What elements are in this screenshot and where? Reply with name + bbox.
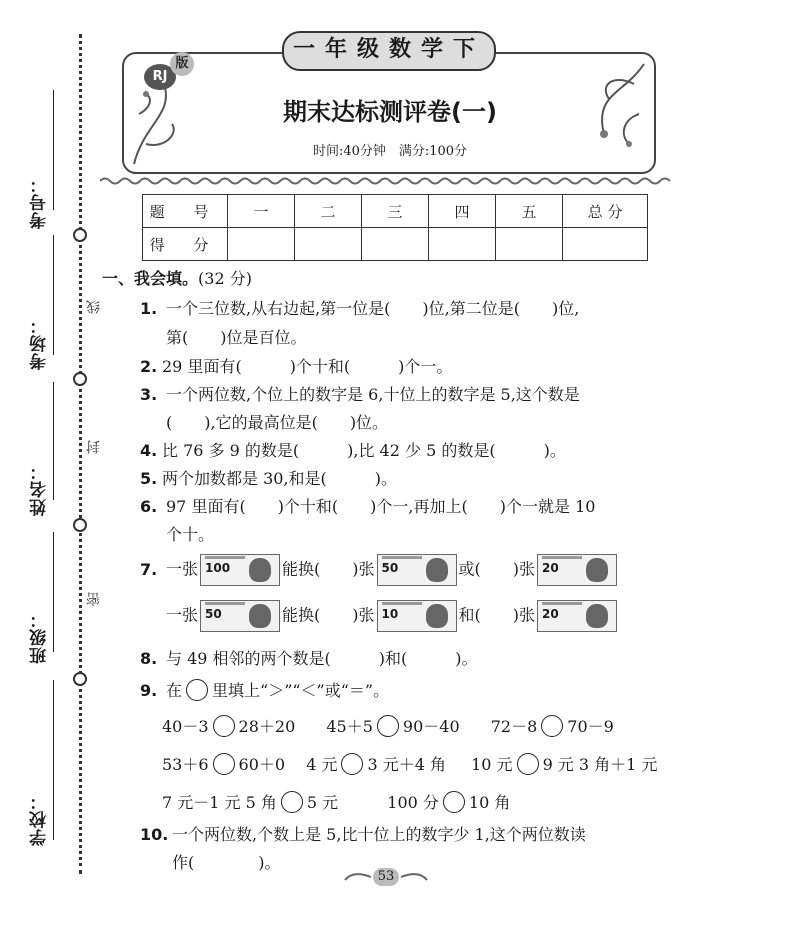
fill-line: [53, 235, 54, 355]
expression: 28＋20: [238, 717, 296, 736]
fill-line: [53, 532, 54, 652]
compare-row: [162, 752, 657, 775]
section-title: [102, 266, 252, 289]
binding-ring: [73, 228, 87, 242]
wave-divider: [100, 176, 675, 186]
banknote-20-icon: [537, 600, 617, 632]
question-text: 一张: [166, 559, 199, 579]
field-label: 班级：: [29, 610, 50, 664]
question-text: 或( )张: [458, 559, 536, 579]
banknote-50-icon: [377, 554, 457, 586]
expression: 70－9: [567, 717, 614, 736]
score-table: [142, 194, 648, 261]
question-number: 1.: [140, 299, 158, 318]
question-1: [140, 296, 579, 319]
question-text: 一个三位数,从右边起,第一位是( )位,第二位是( )位,: [166, 299, 580, 318]
question-text: 能换( )张: [282, 559, 375, 579]
question-text: 97 里面有( )个十和( )个一,再加上( )个一就是 10: [166, 497, 596, 516]
banknote-value: 10: [381, 607, 399, 621]
flourish-left-icon: [343, 870, 373, 884]
compare-circle[interactable]: [281, 791, 303, 813]
binding-ring: [73, 372, 87, 386]
question-1-cont: 第( )位是百位。: [166, 328, 307, 347]
score-cell[interactable]: [295, 228, 362, 261]
table-header-cell: 二: [295, 195, 362, 228]
score-cell[interactable]: [362, 228, 429, 261]
section-heading: 一、我会填。: [102, 269, 199, 288]
edition-badge: RJ: [144, 64, 176, 90]
banknote-50-icon: [200, 600, 280, 632]
fill-line: [53, 680, 54, 840]
question-5: [140, 466, 397, 489]
binding-ring: [73, 518, 87, 532]
question-10-cont: 作( )。: [172, 853, 281, 872]
question-text: 能换( )张: [282, 605, 375, 625]
field-label: 姓名：: [29, 462, 50, 516]
expression: 3 元＋4 角: [367, 755, 447, 774]
field-label: 学校：: [29, 792, 50, 846]
banknote-value: 20: [542, 607, 559, 621]
question-10: [140, 822, 586, 845]
compare-row: [162, 714, 614, 737]
question-number: 3.: [140, 385, 158, 404]
compare-circle[interactable]: [213, 715, 235, 737]
score-cell[interactable]: [429, 228, 496, 261]
seal-char-feng: 封: [86, 440, 102, 454]
table-row: [143, 195, 648, 228]
compare-circle[interactable]: [517, 753, 539, 775]
banknote-value: 50: [205, 607, 222, 621]
score-cell[interactable]: [228, 228, 295, 261]
table-row: [143, 228, 648, 261]
question-number: 6.: [140, 497, 158, 516]
question-text: 29 里面有( )个十和( )个一。: [162, 357, 453, 376]
question-2: [140, 354, 452, 377]
field-school[interactable]: [14, 792, 64, 850]
expression: 72－8: [490, 717, 538, 736]
table-header-cell: 总 分: [563, 195, 648, 228]
expression: 7 元－1 元 5 角: [162, 793, 277, 812]
banknote-100-icon: [200, 554, 280, 586]
question-text: 一张: [166, 605, 199, 625]
expression: 5 元: [306, 793, 339, 812]
compare-row: [162, 790, 510, 813]
page-number: [336, 868, 436, 890]
compare-circle[interactable]: [541, 715, 563, 737]
page-title: 期末达标测评卷(一): [283, 98, 497, 126]
question-number: 10.: [140, 825, 169, 844]
question-8: [140, 646, 478, 669]
expression: 53＋6: [162, 755, 209, 774]
grade-banner: 一年级数学下: [282, 31, 496, 71]
exam-info: 时间:40分钟 满分:100分: [312, 144, 468, 159]
table-row-label: 得 分: [143, 228, 228, 261]
binding-ring: [73, 672, 87, 686]
question-text: 里填上“＞”“＜”或“＝”。: [212, 681, 390, 700]
page-number-value: 53: [373, 868, 399, 886]
expression: 60＋0: [238, 755, 286, 774]
circle-blank-icon: [186, 679, 208, 701]
question-text: 一个两位数,个数上是 5,比十位上的数字少 1,这个两位数读: [172, 825, 586, 844]
question-text: 一个两位数,个位上的数字是 6,十位上的数字是 5,这个数是: [166, 385, 580, 404]
question-number: 5.: [140, 469, 158, 488]
compare-circle[interactable]: [341, 753, 363, 775]
field-exam-number[interactable]: [14, 175, 64, 233]
question-number: 7.: [140, 559, 158, 579]
table-header-cell: 一: [228, 195, 295, 228]
question-number: 9.: [140, 681, 158, 700]
field-label: 考场：: [29, 316, 50, 370]
flourish-right-icon: [399, 870, 429, 884]
question-6: [140, 494, 595, 517]
flourish-right-icon: [554, 54, 654, 172]
banknote-value: 100: [205, 561, 231, 575]
question-text: 两个加数都是 30,和是( )。: [162, 469, 398, 488]
question-text: 和( )张: [458, 605, 536, 625]
compare-circle[interactable]: [443, 791, 465, 813]
field-exam-room[interactable]: [14, 316, 64, 374]
expression: 9 元 3 角＋1 元: [542, 755, 658, 774]
fill-line: [53, 90, 54, 210]
table-header-cell: 题 号: [143, 195, 228, 228]
question-text: 在: [166, 681, 183, 700]
question-7: [140, 554, 619, 586]
banknote-10-icon: [377, 600, 457, 632]
edition-badge-suffix: 版: [170, 52, 194, 76]
table-header-cell: 三: [362, 195, 429, 228]
question-number: 2.: [140, 357, 158, 376]
question-6-cont: 个十。: [166, 525, 215, 544]
binding-dotted-line: [79, 34, 82, 874]
expression: 90－40: [402, 717, 460, 736]
banknote-value: 50: [381, 561, 399, 575]
score-cell[interactable]: [496, 228, 563, 261]
question-3-cont: ( ),它的最高位是( )位。: [166, 413, 389, 432]
banknote-20-icon: [537, 554, 617, 586]
field-label: 考号：: [29, 175, 50, 229]
question-text: 与 49 相邻的两个数是( )和( )。: [166, 649, 478, 668]
expression: 100 分: [387, 793, 439, 812]
question-9: [140, 678, 389, 701]
section-points: (32 分): [198, 269, 252, 288]
question-text: 比 76 多 9 的数是( ),比 42 少 5 的数是( )。: [162, 441, 566, 460]
seal-char-xian: 线: [86, 300, 102, 314]
table-header-cell: 五: [496, 195, 563, 228]
table-header-cell: 四: [429, 195, 496, 228]
compare-circle[interactable]: [213, 753, 235, 775]
banknote-value: 20: [542, 561, 559, 575]
score-cell[interactable]: [563, 228, 648, 261]
expression: 10 元: [471, 755, 513, 774]
question-4: [140, 438, 566, 461]
expression: 10 角: [468, 793, 511, 812]
seal-char-mi: 密: [86, 592, 102, 606]
field-class[interactable]: [14, 610, 64, 668]
question-7-row2: [166, 600, 619, 632]
field-name[interactable]: [14, 462, 64, 520]
question-3: [140, 382, 580, 405]
compare-circle[interactable]: [377, 715, 399, 737]
expression: 40－3: [162, 717, 209, 736]
expression: 4 元: [306, 755, 338, 774]
question-number: 4.: [140, 441, 158, 460]
expression: 45＋5: [326, 717, 373, 736]
question-number: 8.: [140, 649, 158, 668]
fill-line: [53, 382, 54, 500]
